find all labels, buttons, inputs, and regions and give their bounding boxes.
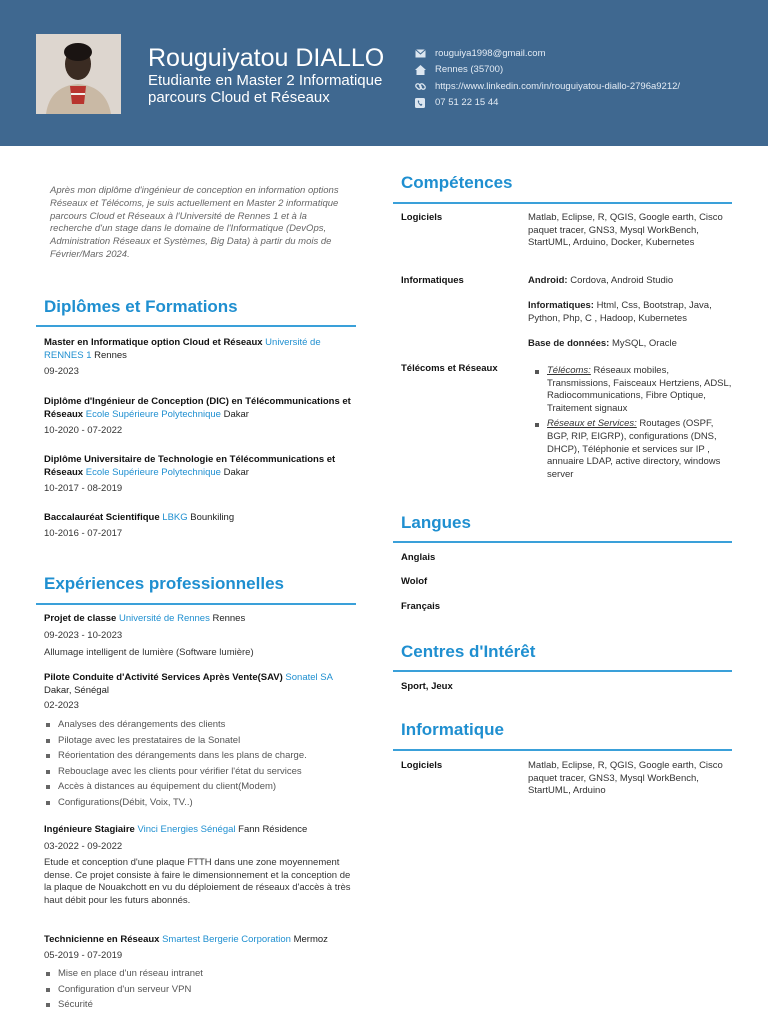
education-item-date: 10-2020 - 07-2022: [44, 425, 123, 436]
education-item-title: Diplôme d'Ingénieur de Conception (DIC) en Télécommunications et Réseaux: [44, 396, 351, 420]
experience-bullets: [44, 966, 203, 1013]
list-item: [533, 365, 733, 415]
home-icon: [414, 65, 426, 75]
skills-info-value: Html, Css, Bootstrap, Java, Python, Php, C , Hadoop, Kubernetes: [528, 300, 712, 324]
language-item: Anglais: [401, 552, 436, 563]
experience-item-title: Projet de classe: [44, 613, 117, 624]
computing-label: Logiciels: [401, 760, 443, 771]
experience-item: [44, 613, 354, 626]
interests-divider: [393, 670, 732, 672]
contact-address: [414, 62, 680, 79]
contact-email-text: rouguiya1998@gmail.com: [435, 47, 546, 59]
education-item-place: Dakar: [223, 466, 249, 478]
header-banner: [0, 0, 768, 146]
telecom-item-label: Réseaux et Services:: [547, 418, 637, 430]
experience-item-desc: Allumage intelligent de lumière (Software lumière): [44, 647, 254, 658]
list-item: Pilotage avec les prestataires de la Sonatel: [44, 733, 307, 749]
list-item: [533, 418, 733, 481]
skills-android-value: Cordova, Android Studio: [570, 275, 674, 286]
contact-address-text: Rennes (35700): [435, 64, 504, 76]
experience-item-place: Rennes: [212, 613, 246, 624]
education-item-title: Master en Informatique option Cloud et Réseaux: [44, 337, 263, 348]
education-item-place: Dakar: [223, 408, 249, 420]
skills-logiciels-label: Logiciels: [401, 212, 443, 223]
skills-logiciels-value: Matlab, Eclipse, R, QGIS, Google earth, Cisco paquet tracer, GNS3, Mysql WorkBench, StartUML, Arduino, Docker, Kubernetes: [528, 212, 723, 249]
experience-item-place: Dakar, Sénégal: [44, 684, 109, 696]
language-item: Wolof: [401, 576, 428, 587]
telecom-item-label: Télécoms:: [547, 365, 591, 376]
experience-item-date: 03-2022 - 09-2022: [44, 841, 123, 852]
education-item: [44, 512, 354, 525]
contact-list: [414, 45, 680, 111]
experience-item-date: 02-2023: [44, 700, 79, 711]
skills-info-label: Informatiques:: [528, 300, 594, 311]
telecom-item-text: Routages (OSPF, BGP, RIP, EIGRP), configurations (DNS, DHCP), Téléphonie et services sur IP , annuaire LDAP, active directory, windows server: [547, 418, 721, 480]
skills-divider: [393, 202, 732, 204]
computing-value: Matlab, Eclipse, R, QGIS, Google earth, Cisco paquet tracer, GNS3, Mysql WorkBench, StartUML, Arduino: [528, 760, 723, 797]
skills-android-label: Android:: [528, 275, 568, 286]
skills-heading: Compétences: [401, 173, 513, 192]
skills-db-label: Base de données:: [528, 338, 610, 349]
education-item-title: Baccalauréat Scientifique: [44, 512, 160, 523]
interests-heading: Centres d'Intérêt: [401, 642, 536, 661]
languages-heading: Langues: [401, 513, 471, 532]
experience-item: [44, 934, 354, 947]
experience-item-date: 05-2019 - 07-2019: [44, 950, 123, 961]
list-item: Réorientation des dérangements dans les plans de charge.: [44, 748, 307, 764]
experience-heading: Expériences professionnelles: [44, 574, 284, 593]
language-item: Français: [401, 601, 441, 612]
experience-item-title: Technicienne en Réseaux: [44, 934, 160, 945]
experience-bullets: [44, 717, 307, 811]
interests-value: Sport, Jeux: [401, 681, 453, 692]
list-item: Rebouclage avec les clients pour vérifier l'état du services: [44, 764, 307, 780]
skills-telecom-label: Télécoms et Réseaux: [401, 363, 498, 374]
education-item-place: Rennes: [94, 349, 127, 361]
list-item: Mise en place d'un réseau intranet: [44, 966, 203, 982]
skills-info: [528, 300, 733, 325]
education-item: [44, 454, 354, 479]
education-divider: [36, 325, 356, 327]
profile-photo: [36, 34, 121, 114]
education-item-org[interactable]: Ecole Supérieure Polytechnique: [85, 466, 221, 478]
education-item: [44, 337, 354, 362]
link-icon: [414, 81, 426, 91]
envelope-icon: [414, 48, 426, 58]
contact-email[interactable]: [414, 45, 680, 62]
education-heading: Diplômes et Formations: [44, 297, 238, 316]
list-item: Analyses des dérangements des clients: [44, 717, 307, 733]
computing-divider: [393, 749, 732, 751]
candidate-name: Rouguiyatou DIALLO: [148, 44, 385, 72]
education-item-place: Bounkiling: [190, 512, 235, 523]
experience-item: [44, 672, 354, 697]
experience-item-place: Fann Résidence: [238, 824, 308, 835]
education-item: [44, 396, 354, 421]
education-item-date: 10-2016 - 07-2017: [44, 528, 123, 539]
experience-item-title: Pilote Conduite d'Activité Services Après Vente(SAV): [44, 672, 283, 683]
experience-item-org[interactable]: Université de Rennes: [119, 613, 210, 624]
profile-summary: Après mon diplôme d'ingénieur de conception en information options Réseaux et Télécoms, je suis actuellement en Master 2 informatique parcours Cloud et Réseaux à l'Université de Rennes 1 et à la recherche d'un stage dans le domaine de l'Informatique (DevOps, Administration Réseaux et Systèmes, Big Data) à partir du mois de Février/Mars 2024.: [50, 185, 339, 260]
list-item: Configurations(Débit, Voix, TV..): [44, 795, 307, 811]
education-item-org[interactable]: Université de RENNES 1: [44, 337, 321, 361]
education-item-date: 09-2023: [44, 366, 79, 377]
experience-item-desc: Etude et conception d'une plaque FTTH dans une zone moyennement dense. Ce projet consiste à faire le dimensionnement et la conception de la plaque de Nouakchott en vu du déploiement de réseaux d'accès à très haut débit pour les futurs abonnés.: [44, 857, 351, 906]
skills-telecom-list: [533, 365, 733, 484]
experience-item-date: 09-2023 - 10-2023: [44, 630, 123, 641]
experience-item-place: Mermoz: [293, 934, 328, 945]
list-item: Configuration d'un serveur VPN: [44, 982, 203, 998]
contact-linkedin-text: https://www.linkedin.com/in/rouguiyatou-diallo-2796a9212/: [435, 80, 681, 92]
experience-item-org[interactable]: Sonatel SA: [285, 672, 333, 683]
list-item: Accès à distances au équipement du client(Modem): [44, 779, 307, 795]
list-item: Sécurité: [44, 997, 203, 1013]
contact-linkedin[interactable]: [414, 78, 680, 95]
education-item-org[interactable]: LBKG: [162, 512, 188, 523]
candidate-headline: Etudiante en Master 2 Informatique parcours Cloud et Réseaux: [148, 72, 383, 106]
telecom-item-text: Réseaux mobiles, Transmissions, Faisceaux Hertziens, ADSL, Radiocommunications, Fibre Optique, Traitement signaux: [547, 365, 732, 414]
contact-phone-text: 07 51 22 15 44: [435, 97, 499, 109]
phone-icon: [414, 98, 426, 108]
skills-informatiques-label: Informatiques: [401, 275, 464, 286]
skills-db: [528, 338, 733, 351]
languages-divider: [393, 541, 732, 543]
education-item-org[interactable]: Ecole Supérieure Polytechnique: [85, 408, 221, 420]
skills-android: [528, 275, 733, 288]
computing-heading: Informatique: [401, 720, 504, 739]
education-item-date: 10-2017 - 08-2019: [44, 483, 123, 494]
education-item-title: Diplôme Universitaire de Technologie en Télécommunications et Réseaux: [44, 454, 336, 478]
experience-divider: [36, 603, 356, 605]
experience-item-org[interactable]: Smartest Bergerie Corporation: [162, 934, 291, 945]
experience-item: [44, 824, 354, 837]
experience-item-org[interactable]: Vinci Energies Sénégal: [137, 824, 236, 835]
experience-item-title: Ingénieure Stagiaire: [44, 824, 135, 835]
contact-phone[interactable]: [414, 95, 680, 112]
skills-db-value: MySQL, Oracle: [611, 338, 677, 349]
